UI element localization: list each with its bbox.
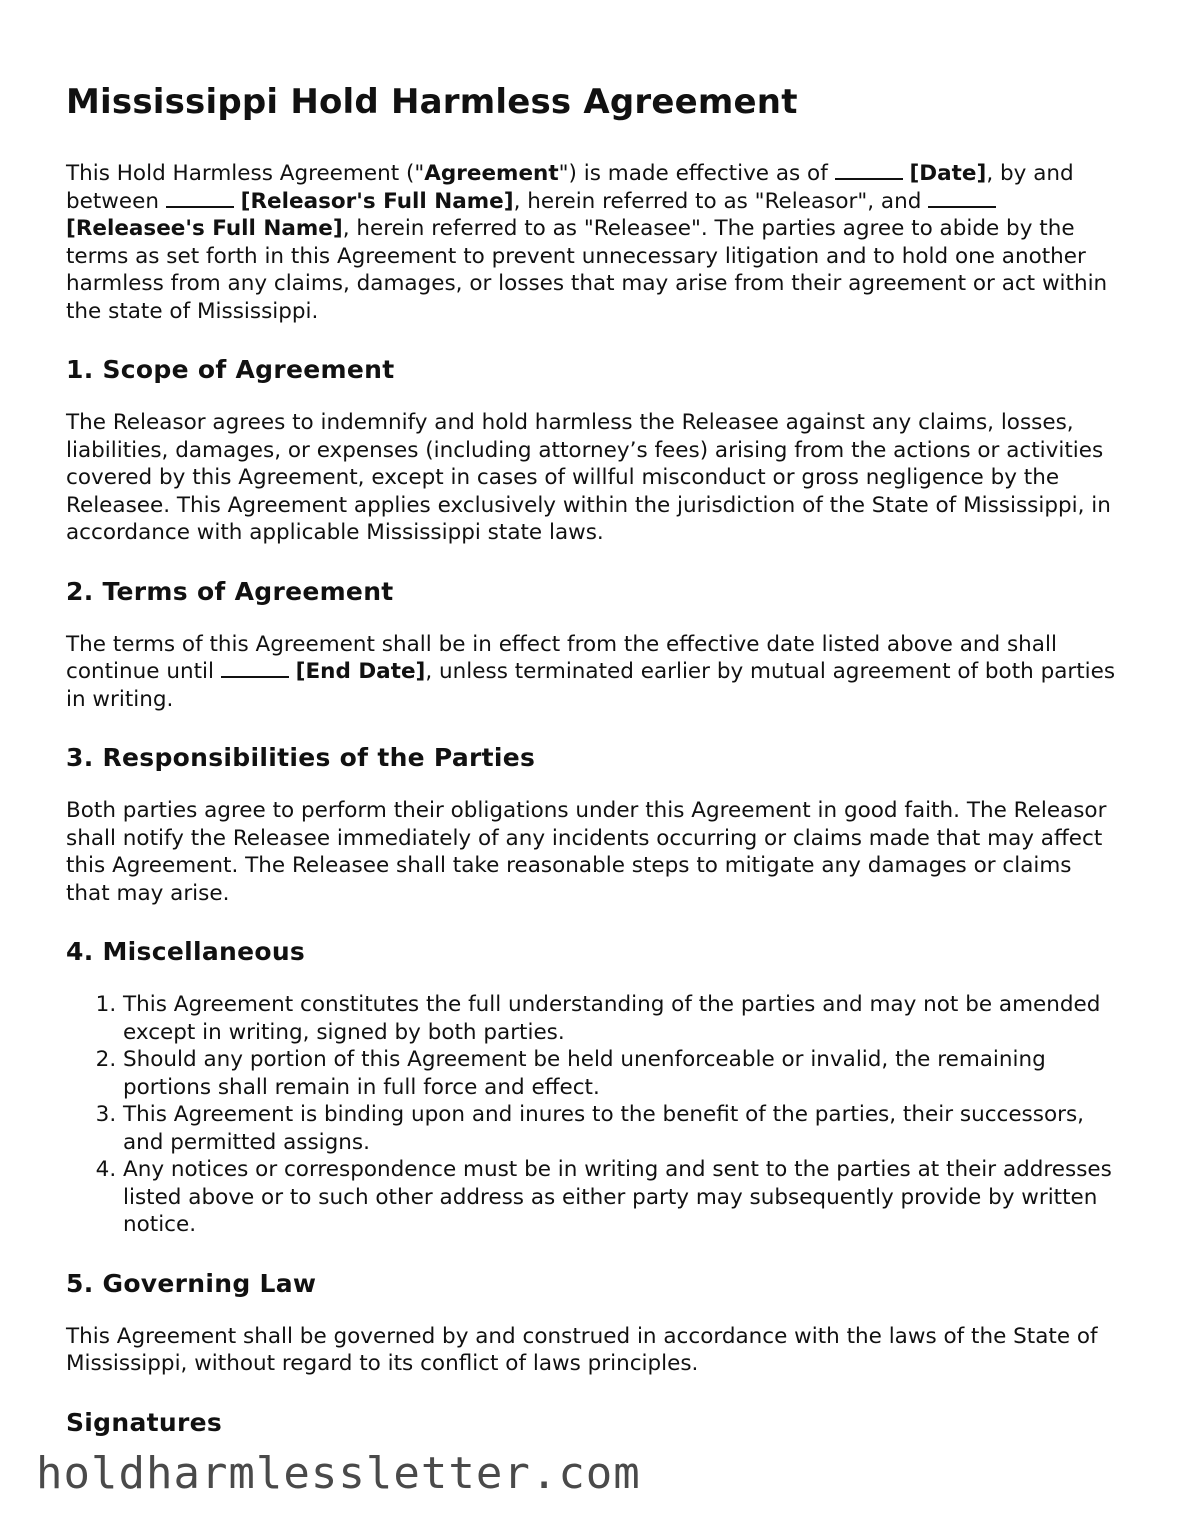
section-heading-law: 5. Governing Law: [66, 1268, 317, 1298]
end-date-blank: [221, 658, 289, 678]
end-date-placeholder: [End Date]: [295, 659, 426, 684]
section-text-terms: [66, 631, 1116, 714]
site-watermark: holdharmlessletter.com: [36, 1448, 641, 1499]
releasor-blank: [166, 188, 234, 208]
intro-text: ") is made effective as of: [558, 161, 835, 186]
section-heading-responsibilities: 3. Responsibilities of the Parties: [66, 743, 536, 772]
list-item: 3. This Agreement is binding upon and inures to the benefit of the parties, their successors, and permitted assigns.: [123, 1101, 1116, 1156]
list-item: 2. Should any portion of this Agreement be held unenforceable or invalid, the remaining portions shall remain in full force and effect.: [123, 1046, 1116, 1101]
section-heading-scope: 1. Scope of Agreement: [66, 355, 395, 384]
date-placeholder: [Date]: [909, 161, 987, 186]
date-blank: [835, 160, 903, 180]
misc-list: [66, 991, 1116, 1239]
agreement-term: Agreement: [424, 161, 559, 186]
page-title: Mississippi Hold Harmless Agreement: [66, 82, 798, 122]
intro-text: , herein referred to as "Releasor", and: [513, 188, 929, 214]
list-item: 1. This Agreement constitutes the full understanding of the parties and may not be amended except in writing, signed by both parties.: [123, 991, 1116, 1046]
section-text-law: This Agreement shall be governed by and construed in accordance with the laws of the State of Mississippi, without regard to its conflict of laws principles.: [66, 1323, 1098, 1376]
intro-text: , herein referred to as "Releasee". The parties agree to abide by the terms as set forth in this Agreement to prevent unnecessary litigation and to hold one another harmless from any claims, damages, or losses that may arise from their agreement or act within the state of Mississippi.: [66, 216, 1108, 324]
intro-text: This Hold Harmless Agreement (": [66, 161, 425, 186]
terms-text: The terms of this Agreement shall be in effect from the effective date listed above and shall continue until: [66, 631, 1057, 684]
document-page: [66, 78, 1116, 1440]
list-item: 4. Any notices or correspondence must be in writing and sent to the parties at their addresses listed above or to such other address as either party may subsequently provide by written notice.: [123, 1156, 1116, 1239]
section-text-responsibilities: Both parties agree to perform their obligations under this Agreement in good faith. The Releasor shall notify the Releasee immediately of any incidents occurring or claims made that may affect this Agreement. The Releasee shall take reasonable steps to mitigate any damages or claims that may arise.: [66, 798, 1107, 906]
section-heading-terms: 2. Terms of Agreement: [66, 576, 394, 606]
section-text-scope: The Releasor agrees to indemnify and hold harmless the Releasee against any claims, losses, liabilities, damages, or expenses (including attorney’s fees) arising from the actions or activities covered by this Agreement, except in cases of willful misconduct or gross negligence by the Releasee. This Agreement applies exclusively within the jurisdiction of the State of Mississippi, in accordance with applicable Mississippi state laws.: [66, 410, 1111, 545]
terms-text: , unless terminated earlier by mutual agreement of both parties in writing.: [66, 659, 1116, 712]
releasee-blank: [928, 188, 996, 208]
section-heading-signatures: Signatures: [66, 1407, 223, 1437]
intro-text: , by and between: [66, 161, 1074, 214]
intro-paragraph: [66, 160, 1116, 325]
section-heading-misc: 4. Miscellaneous: [66, 937, 306, 966]
releasee-placeholder: [Releasee's Full Name]: [66, 216, 343, 241]
releasor-placeholder: [Releasor's Full Name]: [240, 188, 514, 214]
